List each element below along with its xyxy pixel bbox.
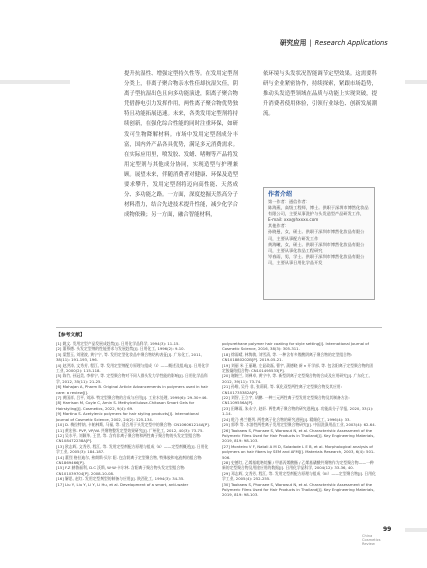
reference-item: [23] 田琳雨, 朱永宁, 赵轩. 两性离子聚合物的研究进展[J]. 功能高分子学报, 2020, 33(1): 1-14.: [222, 405, 374, 417]
reference-item: [2] 董慕德. 头发定型剂的性能要求与发展趋势[J]. 日用化工, 1996(2): 9-10.: [56, 346, 185, 352]
section-title-en: Research Applications: [314, 39, 388, 47]
reference-item: [4] 赵洪涛, 文秀芳, 程江, 等. 发用定型剂配方原理与组成（Ⅰ）——概述及组成[J]. 日用化学工业, 2000(2): 115-118.: [56, 362, 209, 374]
reference-item: [7] 黄国祥, 吕平, 刘沛. 特定型聚合物的合成与应用[J]. 工业水处理, 1999(6): 29-30+46.: [56, 395, 208, 401]
reference-item: [12] 吴水平, 刘颖华, 王世, 等. 含有非离子聚合物和两性离子聚合物的头发定型组合物: CN108472238A[P].: [56, 432, 202, 444]
reference-item: [9] Martino S. Acetylenic polymers for hair styling products[J]. International Journal of Cosmetic Science, 2002, 24(2): 125-134.: [56, 411, 199, 422]
reference-item: polyurethane polymer hair coating for style setting[J]. International Journal of Cosmetic Science, 2016, 38(3): 305-311.: [222, 341, 369, 352]
body-column-right: [263, 69, 377, 123]
reference-item: [11] 黄宏伟. PVP, VP/VA 共聚物整发定型效果研究[J]. 广州化工, 2012, 40(3): 73-75.: [56, 427, 204, 433]
references-column-right: [222, 341, 376, 498]
references-section: [56, 327, 382, 498]
references-column-left: [56, 341, 210, 487]
author-box-title: 作者介绍: [268, 191, 293, 198]
reference-item: [24] 乾乃 弗兰德列. 两性离子化合物的研究进展[J]. 精细化工, 1996(4): 33.: [222, 416, 351, 422]
section-title-separator: |: [309, 39, 312, 47]
journal-name-line: China: [362, 534, 373, 538]
reference-item: [22] 刘智, 王立宇, 胡鹏. 一种三元两性离子型发用定型聚合物及其制备方法: CN1109556A[P].: [222, 395, 350, 406]
author-email: E-mail: xxx@hxxxx.com: [268, 217, 319, 223]
author-line: 黄海曦，女，硕士。供职于深圳市博然化妆品有限公司，主要从事化妆品工程研究: [268, 241, 365, 253]
page-number: 99: [383, 526, 392, 533]
reference-item: [13] 欧志辉, 文秀芳, 程江, 等. 发用定型剂配方原理与组成（Ⅱ）——定型剂概述[J]. 日用化学工业, 2005(3): 184-187.: [56, 443, 209, 455]
journal-name-line: Cosmetics: [362, 538, 381, 543]
reference-item: [10] D. 梅拉特纳, 卡帕林斯, 马福, 等. 适合用于头发定型中的聚合物: CN106061214A[P].: [56, 422, 210, 428]
reference-item: [18] 徐雨晴, 林隽敏, 刘雪清, 等. 一种含有多羧酸阴离子聚合物的定型组合物: CN101880202B[P]. 2019-05-21.: [222, 351, 353, 363]
reference-item: [20] 谢婉兰, 刘禅卓, 黄宁中, 等. 新型阴离子定型聚合物的合成及应用研究[J]. 广东化工, 2012, 39(11): 73-74.: [222, 373, 370, 384]
reference-item: [1] 姚文. 发用定型产品发展成趋势[J]. 日用化学品科学, 1994(3): 11-15.: [56, 341, 180, 346]
reference-item: [16] 解思, 赵红. 发用定型剂型的制备与应用[J]. 陕西化工, 1994(3): 34-35.: [56, 476, 185, 482]
footer-bar: [405, 528, 427, 532]
reference-item: [6] Mahajan A, Pharm B. Original Article Advancements in polymers used in hair care: a review[J].: [56, 384, 209, 395]
author-info-box: [263, 187, 375, 300]
header-bar-right: [405, 80, 427, 84]
author-line: 陈海燕，高级工程师，博士。供职于深圳市博然化妆品有限公司，主要从事洗护与头发造型产品研发工作，: [268, 205, 369, 217]
author-line: 孙晓曼，女，硕士。供职于深圳市博然化妆品有限公司，主要从事配方研发工作: [268, 229, 365, 241]
reference-item: [15] F.Z 赫鲁福利, D.C 沃斯, W·W·卡尔林. 含阳离子聚合物头发定型组合物: CN101039704[P]. 2008-10-08.: [56, 465, 186, 476]
body-column-left: [124, 69, 238, 329]
author-line: 岑春雨，男，学士。供职于深圳市博然化妆品有限公司，主要从事日用化学品开发: [268, 253, 365, 265]
reference-item: [14] 董烈 格拉迪尔, 弗朗斯·贝尔 阳. 包含阴离子定型聚合物, 特殊胶和电液剂的组合物: CN1869466[P].: [56, 454, 203, 465]
section-title-cn: 研究应用: [280, 39, 307, 47]
page-header: [0, 38, 427, 50]
reference-item: [30] Taokaew S, Phonsee S, Worawut N, et al. Characteristic Assessment of the Polymeric Films Used for Hair Products in Thailand[J]. Key Engineering Materials, 2019, 819: 98-103.: [222, 481, 375, 498]
reference-item: [19] 刘丽 米 王丽珊, 左显政磊, 曹宇, 蒲德晓 新 n 开学部, 等. 包含阳离子定型聚合物的固定胶凝结组合物: CN101495533[P].: [222, 362, 374, 374]
reference-item: [28] 史德红, 乙烯基吡咯烷酮 / 甲基丙烯酸酯 / 乙烯基磺酸共聚物作为定型聚合物——一种新的定型聚合物及用途应用的数据[J]. 日用化学品科学, 2004(12): 33-36, 40.: [222, 459, 374, 471]
header-bar-left: [0, 80, 70, 84]
body-paragraph: 提升抗湿性、增强定型持久性等。在发用定型剂分类上，非离子聚合物亲水性佳却抗湿欠佳，阴离子型抗湿出色且向多功能演进，阳离子聚合物凭借静电引力发挥作用，两性离子聚合物优势独特且功能拓展迅速。未来，各类发用定型剂将持续创新，在强化综合性能的同时注重环保，如研发可生物降解材料。市场中发用定型剂成分丰富，国内外产品各具优势，满足多元消费需求。在实际应用里，喷发胶、发蜡、啫喱等产品将发用定型剂与其他成分协同，实现造型与护理兼顾。展望未来，伴随消费者对健康、环保及造型要求攀升，发用定型剂将迈向高性能、天然成分、多功能之路。一方面，深度挖掘天然高分子材料潜力，结合先进技术提升性能，减少化学合成物依赖；另一方面，融合智能材料，: [124, 71, 238, 219]
reference-item: [25] 郭季 等. 水溶性两性离子发用定型聚合物研究[J]. 中国洗涤用品工业, 2003(4): 62-64.: [222, 422, 376, 428]
reference-item: [21] 孙唯, 吴丹 非, 张莉莉, 等. 氧化双型两性离子定型聚合物及其应用: CN101735382A[P].: [222, 384, 342, 395]
reference-item: [29] 邓志辉, 文秀芳, 程江, 等. 发用定型剂配方原理与组成（III）——定型聚合物[J]. 日用化学工业, 2005(4): 252-255.: [222, 470, 376, 482]
references-title: 【参考文献】: [56, 333, 85, 338]
reference-item: [5] 陈竹, 孙冠美, 李梓宁, 等. 定型聚合物对不同人群头发力学性能的影响[J]. 日用化学品科学, 2012, 35(11): 21-25.: [56, 373, 208, 384]
page-footer: [0, 526, 427, 546]
author-line: 其他作者：: [268, 223, 289, 229]
journal-name: [362, 534, 398, 547]
section-title: [280, 38, 388, 48]
reference-item: [17] Liu Y, Liu Y, Li Y, Li Hu, et al. Development of a smart, anti-water: [56, 481, 189, 487]
reference-item: [8] Harrison M, Coyle C, Amin S. Methylcellulose-Chitosan Smart Gels for Hairstyling[J]. Cosmetics, 2022, 9(4): 69.: [56, 400, 195, 411]
reference-item: [3] 梁慧玉, 刘建波, 黄宁宁, 等. 发用定型化妆品中聚合物结构表征[J]. 广东化工, 2011, 38(11): 191-193, 196.: [56, 351, 203, 363]
journal-name-line: Review: [362, 542, 375, 547]
reference-item: [27] Monteiro V F, Natali A M D, Soladade L E B, et al. Morphological analysis of polymers on hair fibers by SEM and AFM[J]. Materials Research, 2003, 6(4): 501-506.: [222, 443, 375, 460]
body-paragraph: 依环境与头发状况智能调节定型效果。这需要科研与企业紧密协作，持续探索，紧跟市场趋势，推动头发造型领域在品质与功能上实现突破，提升消费者使用体验，引领行业绿色、创新发展潮流。: [263, 71, 377, 118]
reference-item: [26] Taokaew S, Phonsee S, Worawut N, et al. Characteristic Assessment of the Polymeric Films Used for Hair Products in Thailand[J]. Key Engineering Materials, 2019, 819: 98-103.: [222, 427, 375, 444]
author-line: 第一作者：通信作者：: [268, 199, 310, 204]
